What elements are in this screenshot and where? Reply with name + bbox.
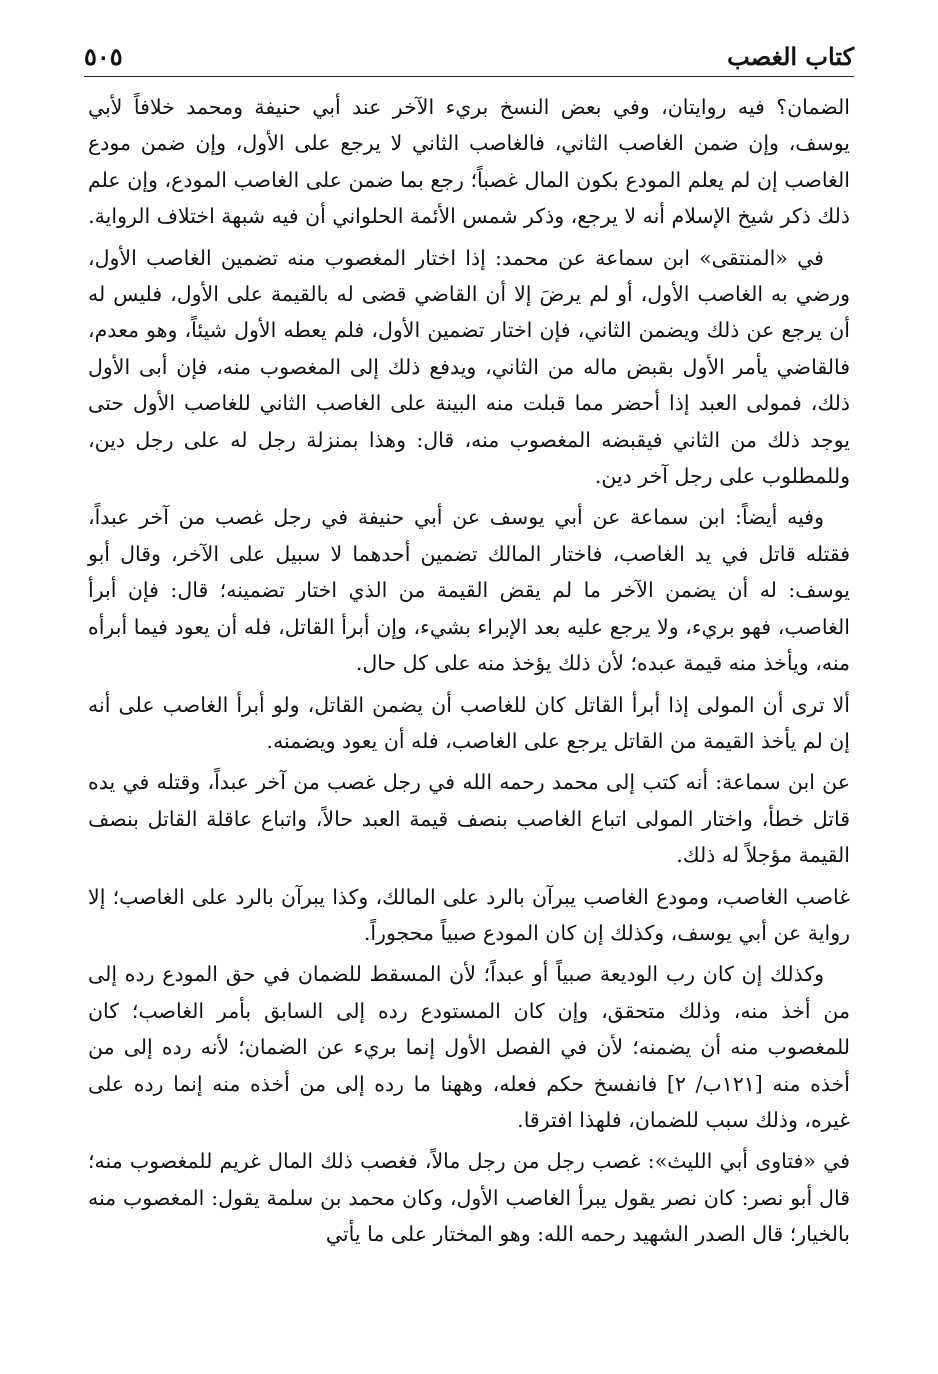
paragraph: الضمان؟ فيه روايتان، وفي بعض النسخ بريء الآخر عند أبي حنيفة ومحمد خلافاً لأبي يوسف، وإن ضمن الغاصب الثاني، فالغاصب الثاني لا يرجع على الأول، وإن ضمن مودع الغاصب إن لم يعلم المودع بكون المال غصباً؛ رجع بما ضمن على الغاصب المودع، وإن علم ذلك ذكر شيخ الإسلام أنه لا يرجع، وذكر شمس الأئمة الحلواني أن فيه شبهة اختلاف الرواية. [88,95,850,229]
paragraph: وكذلك إن كان رب الوديعة صبياً أو عبداً؛ لأن المسقط للضمان في حق المودع رده إلى من أخذ منه، وذلك متحقق، وإن كان المستودع رده إلى السابق بأمر الغاصب؛ كان للمغصوب منه أن يضمنه؛ لأن في الفصل الأول إنما بريء عن الضمان؛ لأنه رده إلى من أخذه منه [١٢١ب/ ٢] فانفسخ حكم فعله، وههنا ما رده إلى من أخذه منه إنما رده على غيره، وذلك سبب للضمان، فلهذا افترقا. [88,962,850,1132]
paragraph: ألا ترى أن المولى إذا أبرأ القاتل كان للغاصب أن يضمن القاتل، ولو أبرأ الغاصب على أنه إن لم يأخذ القيمة من القاتل يرجع على الغاصب، فله أن يعود ويضمنه. [88,692,850,753]
paragraph: غاصب الغاصب، ومودع الغاصب يبرآن بالرد على المالك، وكذا يبرآن بالرد على الغاصب؛ إلا رواية عن أبي يوسف، وكذلك إن كان المودع صبياً محجوراً. [88,884,850,945]
paragraph: عن ابن سماعة: أنه كتب إلى محمد رحمه الله في رجل غصب من آخر عبداً، وقتله في يده قاتل خطأ، واختار المولى اتباع الغاصب بنصف قيمة العبد حالاً، واتباع عاقلة القاتل بنصف القيمة مؤجلاً له ذلك. [88,770,850,868]
paragraph: في «المنتقى» ابن سماعة عن محمد: إذا اختار المغصوب منه تضمين الغاصب الأول، ورضي به الغاصب الأول، أو لم يرضَ إلا أن القاضي قضى له بالقيمة على الأول، فليس له أن يرجع عن ذلك ويضمن الثاني، فإن اختار تضمين الأول، فلم يعطه الأول شيئاً، وهو معدم، فالقاضي يأمر الأول بقبض ماله من الثاني، ويدفع ذلك إلى المغصوب منه، فإن أبى الأول ذلك، فمولى العبد إذا أحضر مما قبلت منه البينة على الغاصب الثاني للغاصب الأول حتى يوجد ذلك من الثاني فيقبضه المغصوب منه، قال: وهذا بمنزلة رجل له على رجل دين، وللمطلوب على رجل آخر دين. [88,245,850,489]
page-number: ٥٠٥ [84,42,123,71]
body-text [88,89,850,1253]
paragraph: في «فتاوى أبي الليث»: غصب رجل من رجل مالاً، فغصب ذلك المال غريم للمغصوب منه؛ قال أبو نصر: كان نصر يقول يبرأ الغاصب الأول، وكان محمد بن سلمة يقول: المغصوب منه بالخيار؛ قال الصدر الشهيد رحمه الله: وهو المختار على ما يأتي [88,1149,850,1247]
running-header [84,38,854,77]
paragraph: وفيه أيضاً: ابن سماعة عن أبي يوسف عن أبي حنيفة في رجل غصب من آخر عبداً، فقتله قاتل في يد الغاصب، فاختار المالك تضمين أحدهما لا سبيل على الآخر، وقال أبو يوسف: له أن يضمن الآخر ما لم يقض القيمة من الذي اختار تضمينه؛ قال: فإن أبرأ الغاصب، فهو بريء، ولا يرجع عليه بعد الإبراء بشيء، وإن أبرأ القاتل، فله أن يعود فيما أبرأه منه، ويأخذ منه قيمة عبده؛ لأن ذلك يؤخذ منه على كل حال. [88,505,850,676]
chapter-title: كتاب الغصب [727,42,854,71]
